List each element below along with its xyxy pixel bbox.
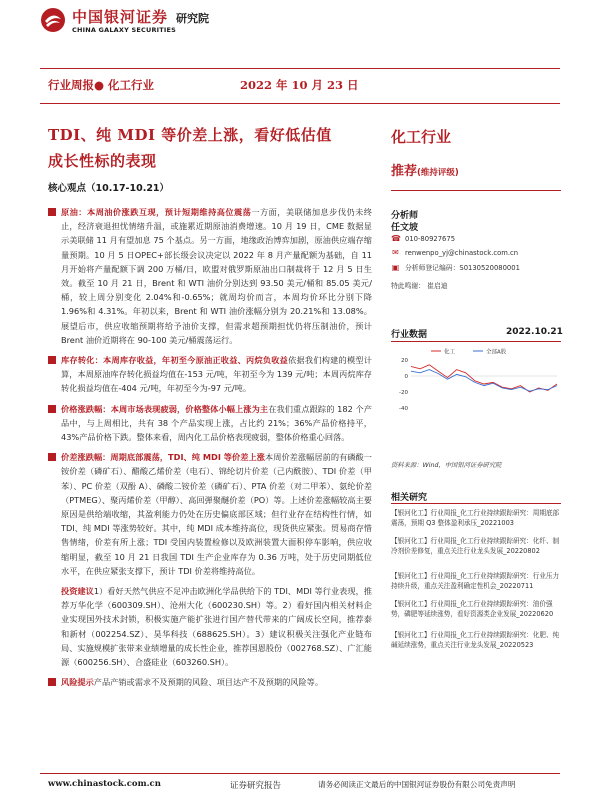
- paragraph-crude-oil: [48, 205, 372, 347]
- paragraph-spread-change: [48, 450, 372, 578]
- paragraph-text: 1）看好天然气供应不足冲击欧洲化学品供给下的 TDI、MDI 等行业表现，推荐万华化学（600309.SH）、沧州大化（600230.SH）等。2）看好国内相关材料企业实现国外技术封锁，积极实施产能扩张进行国产替代带来的广阔成长空间，推荐泰和新材（002254.SZ）、昊华科技（688625.SH）。3）建议积极关注强化产业链布局、实施规模扩张带来业绩增量的成长性企业，推荐国恩股份（002768.SZ）、广汇能源（600256.SH）、合盛硅业（603260.SH）。: [61, 586, 372, 668]
- bullet-icon: [48, 356, 56, 364]
- related-item[interactable]: 【银河化工】行业周报_化工行业持续跟踪研究：化纤、制冷剂价差修复，重点关注行业龙头发展_20220802: [391, 537, 560, 556]
- paragraph-lead: 库存转化：本周库存收益，年初至今原油正收益、丙烷负收益: [61, 355, 289, 366]
- paragraph-text: 产品产销或需求不及预期的风险、项目达产不及预期的风险等。: [93, 677, 324, 688]
- cert-text: 分析师登记编码：S0130520080001: [405, 264, 520, 272]
- company-name-cn: 中国银河证券: [72, 8, 169, 26]
- bullet-icon: [48, 208, 56, 216]
- footer-center: 证券研究报告: [230, 781, 282, 791]
- paragraph-investment-advice: [48, 584, 372, 669]
- paragraph-text: 依据我们构建的模型计算，本周原油库存转化损益均值在-153 元/吨，年初至今为 139 元/吨；本周丙烷库存转化损益均值在-404 元/吨，年初至今为-97 元/吨。: [61, 355, 372, 394]
- footer-disclaimer: 请务必阅读正文最后的中国银河证券股份有限公司免责声明: [318, 780, 516, 789]
- related-item[interactable]: 【银河化工】行业周报_化工行业持续跟踪研究：化肥、纯碱延续涨势，重点关注行业龙头发展_20220523: [391, 631, 560, 650]
- paragraph-lead: 风险提示: [61, 677, 94, 688]
- rating-value: 推荐: [391, 164, 418, 179]
- company-name-en: CHINA GALAXY SECURITIES: [72, 26, 177, 34]
- bullet-icon: [48, 678, 56, 686]
- report-band: [0, 68, 600, 104]
- y-tick-label: 20: [401, 358, 408, 364]
- related-item[interactable]: 【银河化工】行业周报_化工行业持续跟踪研究：行业压力持续升级，重点关注盈利确定性机会_20220711: [391, 572, 560, 591]
- rating-block: [391, 160, 459, 179]
- band-bottom-rule: [40, 103, 560, 104]
- report-title-line2: 成长性标的表现: [48, 152, 157, 170]
- report-date: 2022 年 10 月 23 日: [240, 78, 359, 92]
- sidebar-rule: [391, 190, 561, 191]
- footer-rule: [40, 773, 560, 774]
- report-title-line1: TDI、纯 MDI 等价差上涨，看好低估值: [48, 126, 332, 144]
- industry-data-date: 2022.10.21: [506, 327, 563, 337]
- core-view-heading: 核心观点（10.17-10.21）: [48, 183, 170, 194]
- data-rule: [391, 341, 561, 342]
- y-tick-label: -40: [399, 406, 408, 412]
- paragraph-price-change: [48, 402, 372, 445]
- related-item[interactable]: 【银河化工】行业周报_化工行业持续跟踪研究：周期底部震荡，预期 Q3 整体盈利承压_20221003: [391, 509, 560, 528]
- paragraph-risk: [48, 675, 372, 689]
- y-tick-label: 0: [404, 374, 408, 380]
- related-rule: [391, 503, 561, 504]
- body-column: [48, 205, 372, 696]
- chart-source: 资料来源：Wind，中国银河证券研究院: [391, 462, 502, 469]
- report-type: 行业周报● 化工行业: [48, 78, 155, 92]
- email-icon: ✉: [392, 248, 399, 257]
- bullet-icon: [48, 405, 56, 413]
- legend-label: 化工: [444, 349, 456, 356]
- analyst-phone: [391, 234, 455, 243]
- bullet-icon: [48, 453, 56, 461]
- paragraph-text: 一方面，美联储加息步伐仍未终止，经济衰退担忧情绪升温，或施累近期原油消费增速。10 月 19 日，CME 数据显示美联储 11 月有望加息 75 个基点。另一方面，地缘政治博弈加剧，原油供应端存缩量预期。10 月 5 日OPEC+部长级会议决定以 2022 年 8 月产量配额为基础，自 11 月开始将产量配额下调 200 万桶/日，欧盟对俄罗斯原油出口制裁将于 12 月 5 日生效。截至 10 月 21 日，Brent 和 WTI 油价分别达到 93.50 美元/桶和 85.05 美元/桶，较上周分别变化 2.04%和-0.65%；就周均价而言，本周均价环比分别下降 1.96%和 4.31%。年初以来，Brent 和 WTI 油价涨幅分别为 20.21%和 13.08%。展望后市，供应收缩预期将给予油价支撑，但需求超预期担忧仍将压制油价，预计 Brent 油价近期将在 90-100 美元/桶震荡运行。: [61, 207, 372, 345]
- industry-performance-chart: [391, 346, 561, 412]
- paragraph-text: 在我们重点跟踪的 182 个产品中，与上周相比，共有 38 个产品实现上涨，占比约 21%；36%产品价格持平，43%产品价格下跌。整体来看，周内化工品价格表现疲弱，整体价格重心回落。: [61, 403, 372, 443]
- phone-text: 010-80927675: [405, 234, 456, 243]
- footer-website[interactable]: www.chinastock.com.cn: [48, 779, 161, 789]
- paragraph-lead: 投资建议: [61, 586, 94, 597]
- phone-icon: ☎: [391, 234, 401, 243]
- paragraph-text: 本周价差涨幅居前的有磷酸一铵价差（磷矿石）、醋酸乙烯价差（电石）、锦纶切片价差（己内酰胺）、TDI 价差（甲苯）、PC 价差（双酚 A）、磷酸二铵价差（磷矿石）、PTA 价差（对二甲苯）、氨纶价差（PTMEG）、聚丙烯价差（甲醇）、高回弹聚醚价差（PO）等。上述价差涨幅较高主要原因是供给端收缩，其盈利能力仍处在历史偏底部区域；但行业存在结构性行情，如 TDI、纯 MDI 等涨势较好。其中，纯 MDI 成本维持高位，现货供应紧张。贸易商存惜售情绪，价差有所上涨；TDI 受国内装置检修以及欧洲装置大面积停车影响，供应收缩明显，截至 10 月 21 日我国 TDI 生产企业库存为 0.36 万吨，处于历史同期低位水平，在供应紧张支撑下，预计 TDI 价差将维持高位。: [61, 452, 372, 576]
- paragraph-lead: 价格涨跌幅：本周市场表现疲弱，价格整体小幅上涨为主: [61, 403, 269, 414]
- analyst-email[interactable]: [391, 248, 518, 257]
- band-top-rule: [40, 68, 560, 69]
- analyst-label: 分析师: [391, 211, 419, 221]
- galaxy-logo-icon: [40, 7, 66, 33]
- series-line: [411, 370, 557, 392]
- industry-data-label: 行业数据: [391, 330, 428, 340]
- rating-note: (维持评级): [417, 168, 459, 178]
- paragraph-inventory: [48, 353, 372, 396]
- report-header: [0, 0, 600, 48]
- related-item[interactable]: 【银河化工】行业周报_化工行业持续跟踪研究：油价强势，磷肥等延续涨势，看好资源类企业发展_20220620: [391, 600, 554, 619]
- paragraph-lead: 原油：本周油价涨跌互现，预计短期维持高位震荡: [61, 207, 252, 217]
- analyst-cert: [391, 262, 520, 272]
- paragraph-lead: 价差涨跌幅：周期底部震荡，TDI、纯 MDI 等价差上涨: [61, 452, 265, 463]
- email-text[interactable]: renwenpo_yj@chinastock.com.cn: [405, 248, 519, 257]
- related-research-label: 相关研究: [391, 493, 428, 503]
- legend-label: 全部A股: [486, 349, 507, 356]
- y-tick-label: -20: [399, 390, 408, 396]
- industry-name: 化工行业: [391, 128, 452, 146]
- id-icon: ▣: [391, 262, 400, 272]
- analyst-name: 任文坡: [391, 223, 419, 233]
- acknowledgement: 特此鸣谢： 崔启迪: [391, 282, 448, 290]
- series-line: [411, 365, 557, 392]
- institute-label: 研究院: [176, 12, 209, 25]
